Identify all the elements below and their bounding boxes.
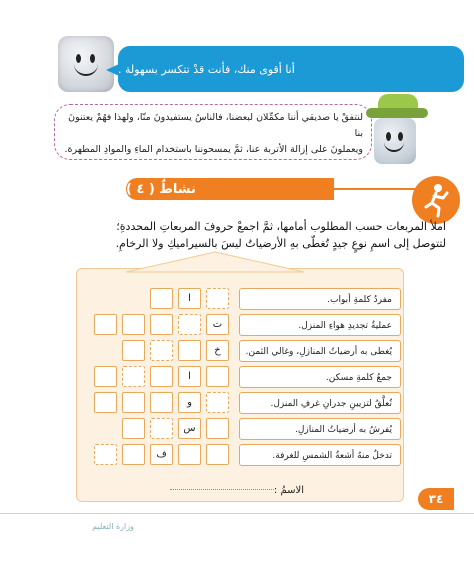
dialogue-line-2: ويعملونَ على إزالة الأتربة عنا، ثمَّ يمسحوننا باستخدام الماءِ والموادِ المطهرة. xyxy=(64,144,363,155)
person-running-icon xyxy=(412,176,460,224)
grid-cell-highlight[interactable] xyxy=(122,366,145,387)
bubble-text: أنا أقوى منك، فأنت قدْ تتكسر بسهولة . xyxy=(118,62,295,76)
hat-brim xyxy=(366,108,428,118)
roof-decoration xyxy=(120,248,310,274)
clue-2: عمليةُ تجديدِ هواءِ المنزل. xyxy=(239,314,401,336)
mouth xyxy=(384,138,404,152)
speech-bubble-dialogue xyxy=(54,104,372,160)
grid-cell[interactable] xyxy=(94,392,117,413)
grid-cell[interactable] xyxy=(150,288,173,309)
grid-cell-highlight[interactable] xyxy=(150,340,173,361)
grid-cell[interactable] xyxy=(150,366,173,387)
name-label: الاسمُ : xyxy=(273,485,304,496)
instruction-line-2: لتتوصل إلى اسمِ نوعٍ جيدٍ تُغطّى بهِ الأرضياتُ ليسَ بالسيراميكِ ولا الرخامِ. xyxy=(115,237,446,250)
activity-label: نشاطٌ ( ٤ ) xyxy=(126,181,196,197)
grid-cell[interactable]: س xyxy=(178,418,201,439)
clue-1: مفردُ كلمةِ أبواب. xyxy=(239,288,401,310)
grid-cell[interactable]: خ xyxy=(206,340,229,361)
speech-bubble-blue xyxy=(118,46,464,92)
grid-cell[interactable]: ا xyxy=(178,366,201,387)
grid-cell[interactable] xyxy=(122,340,145,361)
grid-cell[interactable] xyxy=(206,444,229,465)
grid-cell[interactable] xyxy=(150,392,173,413)
clue-6: يُفرشُ به أرضياتُ المنازلِ. xyxy=(239,418,401,440)
clue-7: تدخلُ منهُ أشعةُ الشمسِ للغرفة. xyxy=(239,444,401,466)
header-divider xyxy=(334,188,422,190)
footer-divider xyxy=(0,513,474,514)
answer-input-line[interactable] xyxy=(170,489,274,490)
bubble-tail xyxy=(106,64,119,76)
grid-cell-highlight[interactable] xyxy=(206,288,229,309)
grid-cell[interactable] xyxy=(122,314,145,335)
answer-row xyxy=(160,482,400,500)
grid-cell-highlight[interactable] xyxy=(206,392,229,413)
grid-cell[interactable]: ف xyxy=(150,444,173,465)
ministry-logo: وزارة التعليم xyxy=(92,522,134,531)
stone-character-hat xyxy=(374,118,416,164)
instructions xyxy=(40,218,446,252)
grid-cell[interactable] xyxy=(122,392,145,413)
grid-cell[interactable]: ا xyxy=(178,288,201,309)
instruction-line-1: املأ المربعات حسب المطلوب أمامها، ثمَّ اجمعْ حروفَ المربعاتِ المحددةِ؛ xyxy=(116,220,446,233)
mouth xyxy=(74,62,98,76)
grid-cell[interactable]: و xyxy=(178,392,201,413)
clue-4: جمعُ كلمةِ مسكن. xyxy=(239,366,401,388)
grid-cell[interactable] xyxy=(122,444,145,465)
grid-cell[interactable] xyxy=(206,366,229,387)
clue-3: يُغطى به أرضياتُ المنازلِ، وغالي الثمن. xyxy=(239,340,401,362)
grid-cell[interactable]: ت xyxy=(206,314,229,335)
grid-cell[interactable] xyxy=(206,418,229,439)
activity-header xyxy=(126,178,334,200)
grid-cell[interactable] xyxy=(94,366,117,387)
page-number: ٣٤ xyxy=(418,488,454,510)
grid-cell[interactable] xyxy=(150,314,173,335)
activity-icon xyxy=(412,176,460,224)
grid-cell[interactable] xyxy=(178,340,201,361)
dialogue-line-1: لنتفقْ يا صديقي أننا مكمِّلان لبعضنا، فالناسُ يستفيدونَ منّا، ولهذا فهُمْ يعتنونَ بنا xyxy=(68,112,363,139)
grid-cell[interactable] xyxy=(94,314,117,335)
grid-cell[interactable] xyxy=(122,418,145,439)
clue-5: تُعلَّقُ لتزيينِ جدرانِ غرفِ المنزل. xyxy=(239,392,401,414)
grid-cell[interactable] xyxy=(178,444,201,465)
grid-cell-highlight[interactable] xyxy=(150,418,173,439)
grid-cell-highlight[interactable] xyxy=(94,444,117,465)
grid-cell-highlight[interactable] xyxy=(178,314,201,335)
